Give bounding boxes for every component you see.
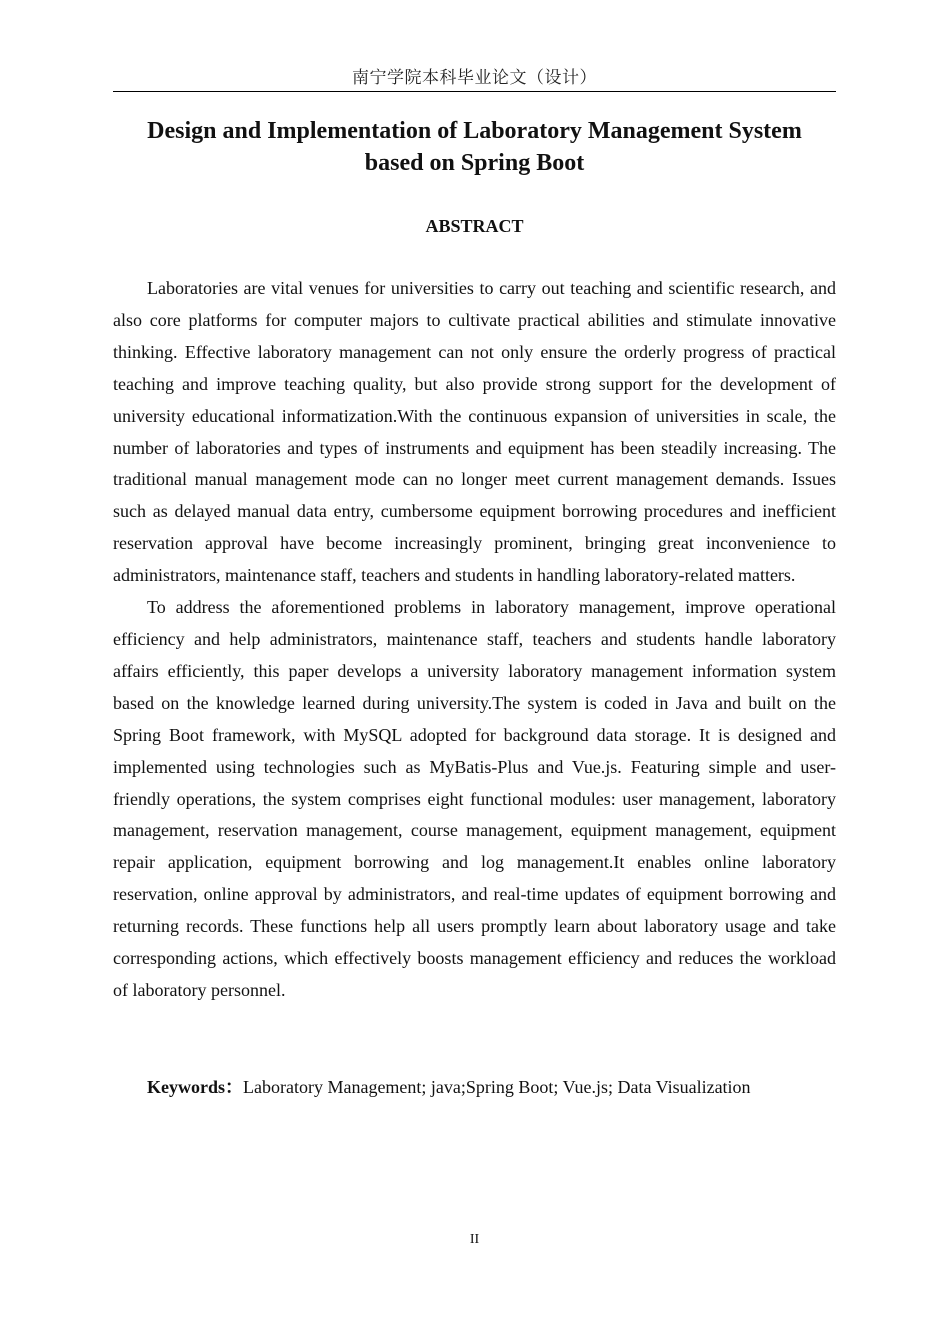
keywords-line xyxy=(147,1073,836,1101)
abstract-paragraph: Laboratories are vital venues for universities to carry out teaching and scientific research, and also core platforms for computer majors to cultivate practical abilities and stimulate innovative thinking. Effective laboratory management can not only ensure the orderly progress of practical teaching and improve teaching quality, but also provide strong support for the development of university educational informatization.With the continuous expansion of universities in scale, the number of laboratories and types of instruments and equipment has been steadily increasing. The traditional manual management mode can no longer meet current management demands. Issues such as delayed manual data entry, cumbersome equipment borrowing procedures and inefficient reservation approval have become increasingly prominent, bringing great inconvenience to administrators, maintenance staff, teachers and students in handling laboratory-related matters. xyxy=(113,278,836,586)
page-number: II xyxy=(469,1232,480,1247)
keywords-text: Laboratory Management; java;Spring Boot; Vue.js; Data Visualization xyxy=(243,1077,751,1097)
abstract-heading: ABSTRACT xyxy=(425,216,524,236)
abstract-paragraph: To address the aforementioned problems in laboratory management, improve operational efficiency and help administrators, maintenance staff, teachers and students handle laboratory affairs efficiently, this paper develops a university laboratory management information system based on the knowledge learned during university.The system is coded in Java and built on the Spring Boot framework, with MySQL adopted for background data storage. It is designed and implemented using technologies such as MyBatis-Plus and Vue.js. Featuring simple and user-friendly operations, the system comprises eight functional modules: user management, laboratory management, reservation management, course management, equipment management, equipment repair application, equipment borrowing and log management.It enables online laboratory reservation, online approval by administrators, and real-time updates of equipment borrowing and returning records. These functions help all users promptly learn about laboratory usage and take corresponding actions, which effectively boosts management efficiency and reduces the workload of laboratory personnel. xyxy=(113,597,836,1000)
title-line-1: Design and Implementation of Laboratory Management System xyxy=(147,118,802,144)
keywords-label: Keywords： xyxy=(147,1077,243,1097)
running-header: 南宁学院本科毕业论文（设计） xyxy=(352,68,597,88)
title-line-2: based on Spring Boot xyxy=(364,150,585,176)
paper-title xyxy=(113,115,836,179)
abstract-body xyxy=(113,273,836,1007)
header-rule xyxy=(113,91,836,92)
